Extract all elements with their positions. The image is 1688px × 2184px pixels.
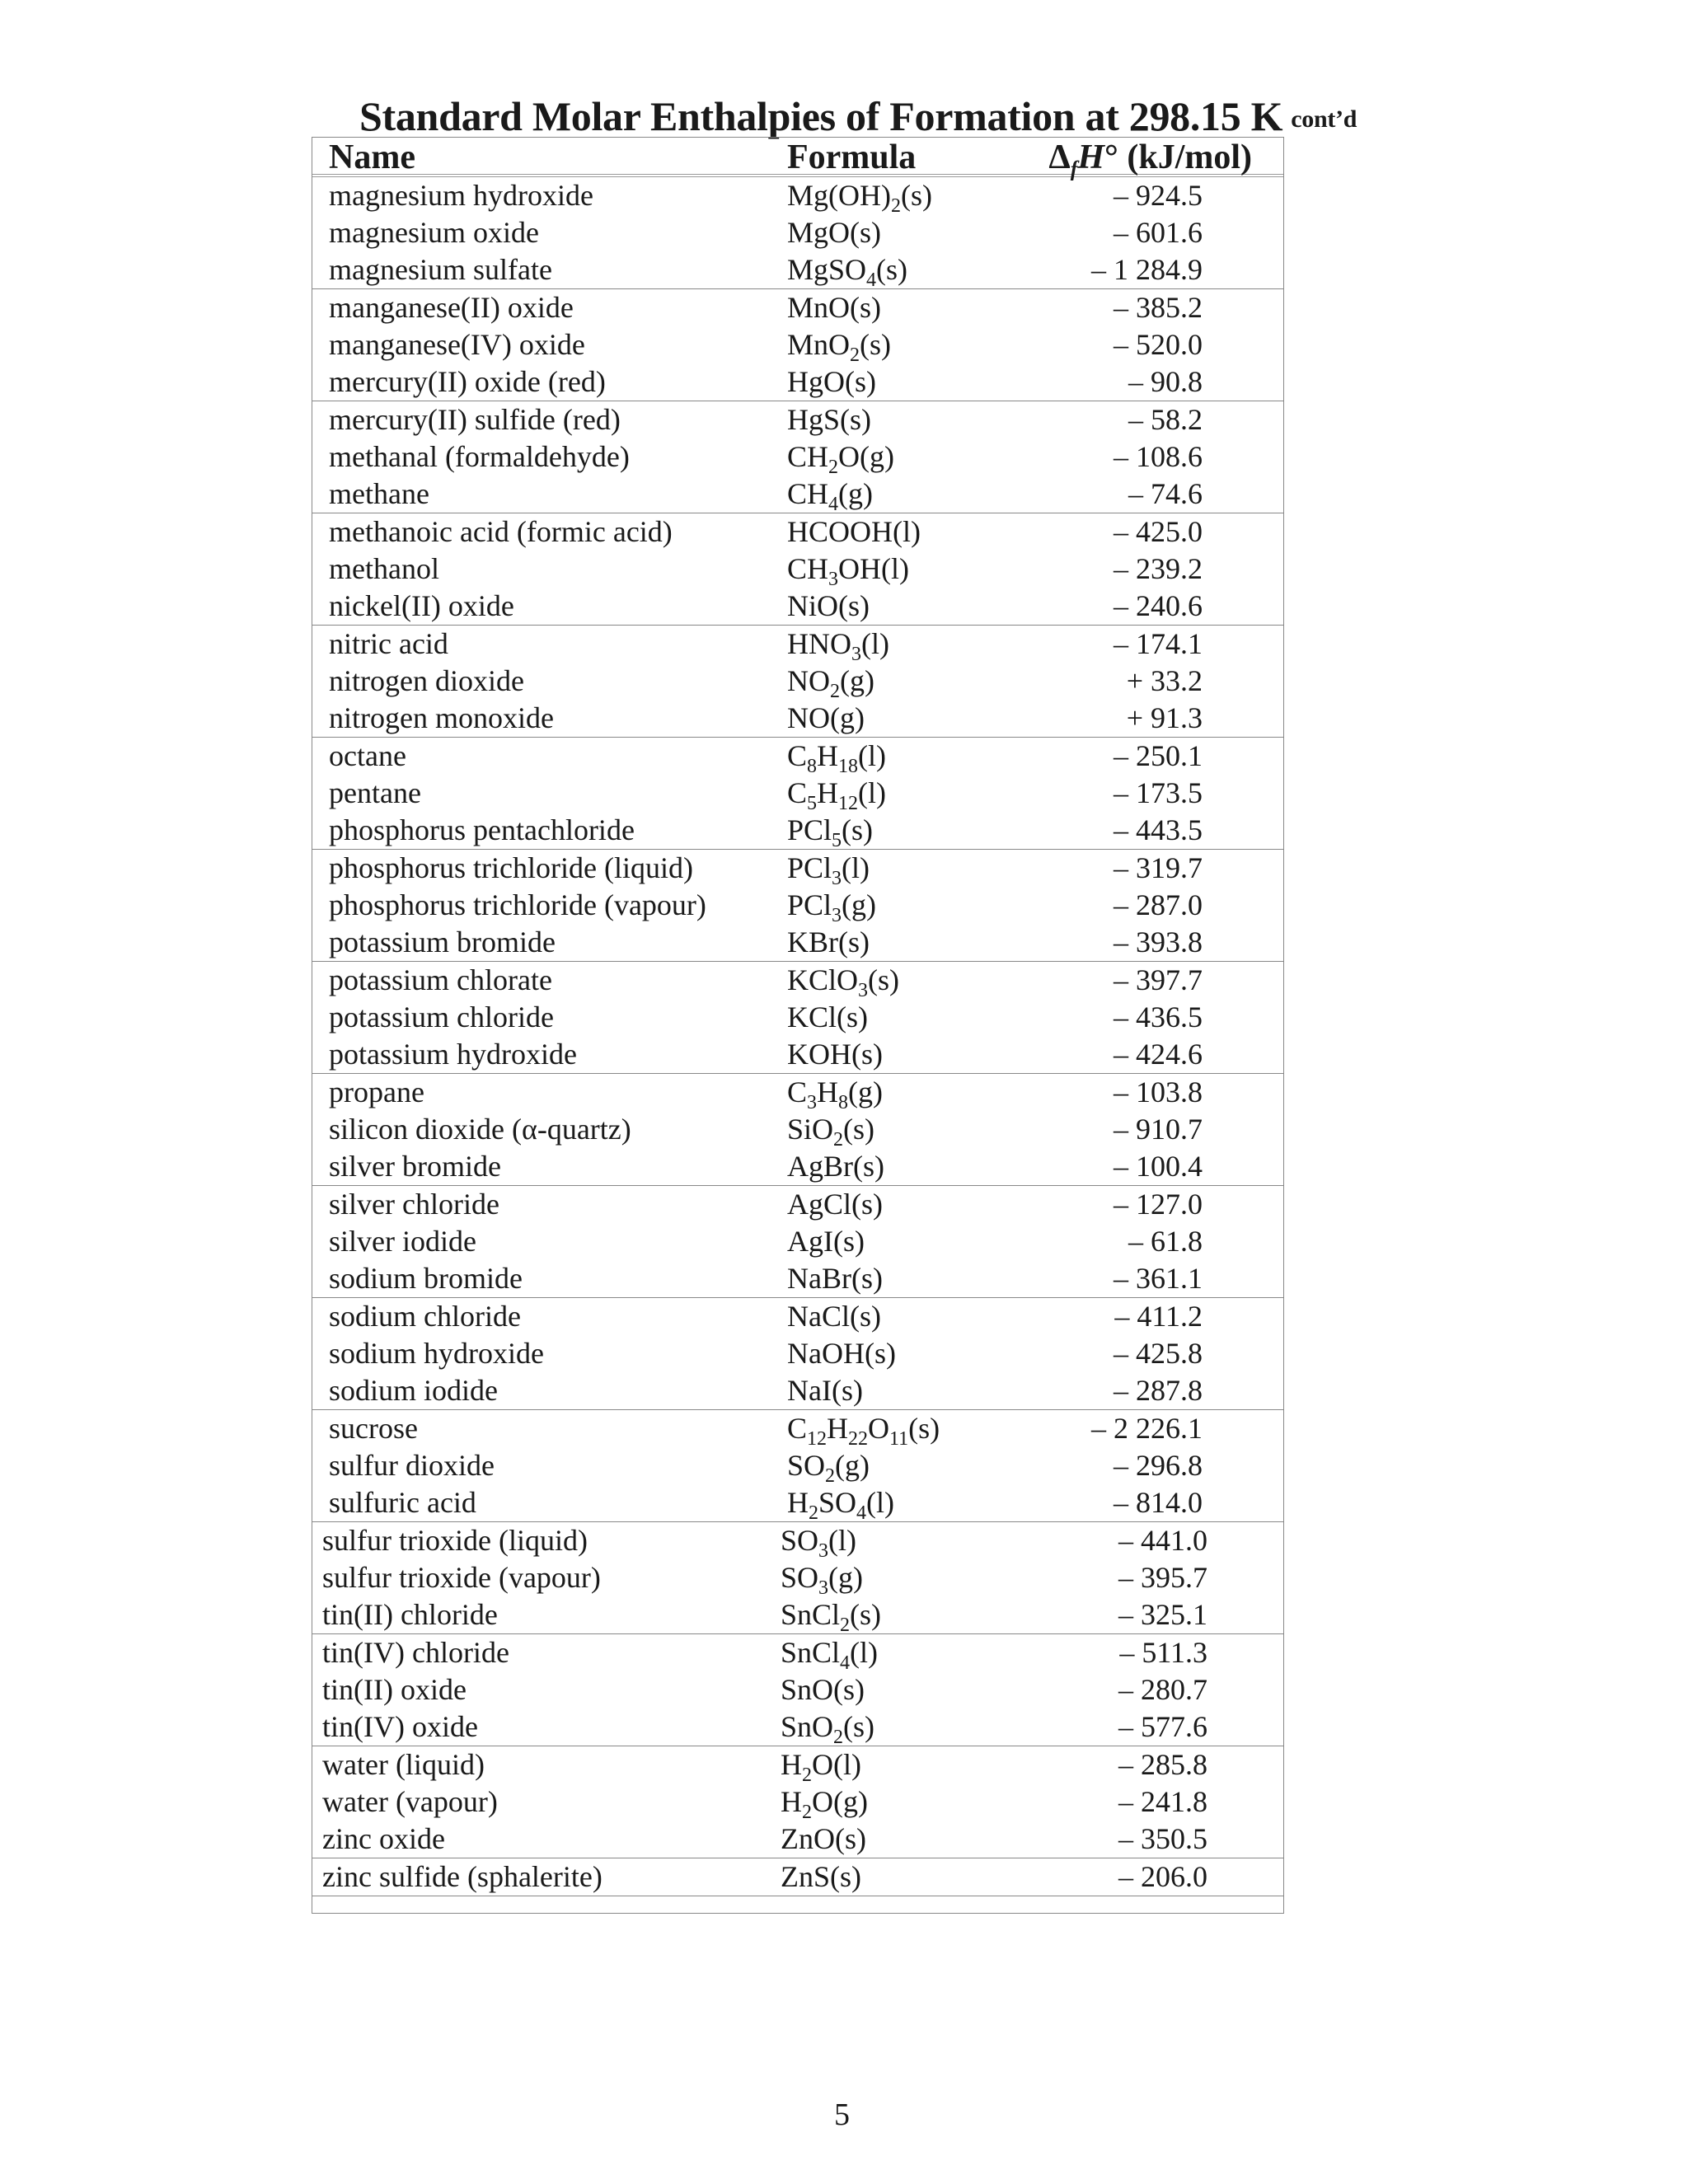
cell-name: silver bromide [329,1150,501,1183]
cell-value: – 127.0 [1114,1188,1203,1221]
row-group [312,1298,1283,1410]
cell-value: – 385.2 [1114,291,1203,324]
cell-formula: KCl(s) [787,1001,868,1033]
cell-name: magnesium hydroxide [329,179,593,212]
cell-name: potassium hydroxide [329,1038,577,1071]
table-row [312,177,1283,217]
cell-formula: MgO(s) [787,216,881,249]
cell-name: nitric acid [329,627,448,660]
cell-formula: ZnS(s) [781,1860,861,1893]
cell-formula: AgI(s) [787,1225,865,1258]
cell-name: octane [329,739,406,772]
table-row [312,251,1283,291]
cell-value: – 325.1 [1118,1598,1207,1631]
cell-name: water (vapour) [322,1785,498,1818]
row-group [312,962,1283,1074]
cell-formula: PCl$_3$(l) [787,851,870,889]
cell-value: – 395.7 [1118,1561,1207,1594]
title-text: Standard Molar Enthalpies of Formation at 298.15 K [359,93,1283,139]
cell-formula: $SO_2(g)$ [787,1449,870,1487]
cell-value: – 173.5 [1114,776,1203,809]
cell-formula: KClO$_3$(s) [787,963,900,1001]
table-row [312,812,1283,849]
enthalpy-table [312,137,1284,1914]
cell-value: – 393.8 [1114,926,1203,958]
cell-formula: $H_2O(l)$ [781,1748,861,1786]
cell-name: water (liquid) [322,1748,485,1781]
cell-value: – 397.7 [1114,963,1203,996]
row-group [312,1074,1283,1186]
page-number: 5 [834,2097,850,2132]
cell-name: propane [329,1076,424,1108]
cell-value: – 100.4 [1114,1150,1203,1183]
cell-value: – 924.5 [1114,179,1203,212]
cell-formula: $C_{12}H_{22}O_{11}(s)$ [787,1412,940,1450]
cell-formula: MgSO$_4$(s) [787,253,908,291]
cell-value: – 350.5 [1118,1822,1207,1855]
table-row [312,438,1283,476]
cell-name: phosphorus trichloride (liquid) [329,851,693,884]
cell-value: – 425.0 [1114,515,1203,548]
cell-value: – 511.3 [1119,1636,1207,1669]
cell-name: silicon dioxide (α-quartz) [329,1113,631,1146]
header-formula: Formula [787,138,917,176]
cell-value: – 61.8 [1128,1225,1203,1258]
cell-value: – 814.0 [1114,1486,1203,1519]
cell-value: – 910.7 [1114,1113,1203,1146]
cell-formula: $Mg(OH)_2(s)$ [787,179,932,217]
cell-name: sodium iodide [329,1374,498,1407]
table-row [312,1260,1283,1297]
row-group [312,738,1283,850]
table-row [312,1074,1283,1111]
cell-formula: ZnO(s) [781,1822,866,1855]
table-row [312,1783,1283,1821]
cell-formula: AgCl(s) [787,1188,883,1221]
cell-formula: $H_2O(g)$ [781,1785,868,1823]
table-row [312,551,1283,588]
cell-formula: PCl$_3$(g) [787,888,877,926]
table-row [312,1634,1283,1674]
cell-value: + 91.3 [1126,701,1203,734]
table-row [312,588,1283,625]
cell-name: tin(IV) chloride [322,1636,509,1669]
cell-name: tin(II) chloride [322,1598,498,1631]
table-row [312,924,1283,961]
cell-formula: $HNO_3(l)$ [787,627,889,665]
cell-value: – 108.6 [1114,440,1203,473]
table-row [312,1671,1283,1708]
cell-name: magnesium sulfate [329,253,552,286]
cell-value: – 285.8 [1118,1748,1207,1781]
cell-name: potassium chloride [329,1001,554,1033]
cell-value: – 601.6 [1114,216,1203,249]
cell-value: – 287.8 [1114,1374,1203,1407]
cell-value: – 319.7 [1114,851,1203,884]
cell-name: nitrogen dioxide [329,664,524,697]
cell-formula: NaOH(s) [787,1337,896,1370]
cell-name: silver iodide [329,1225,476,1258]
cell-value: – 206.0 [1118,1860,1207,1893]
table-row [312,1821,1283,1858]
cell-name: potassium chlorate [329,963,552,996]
row-group [312,177,1283,289]
cell-name: zinc oxide [322,1822,445,1855]
cell-value: – 280.7 [1118,1673,1207,1706]
cell-value: – 424.6 [1114,1038,1203,1071]
row-group [312,626,1283,738]
cell-formula: NO(g) [787,701,865,734]
cell-name: sucrose [329,1412,418,1445]
cell-formula: HgS(s) [787,403,872,436]
cell-value: – 1 284.9 [1091,253,1203,286]
table-row [312,1596,1283,1636]
cell-formula: $SO_3(g)$ [781,1561,864,1599]
title-continued-label: cont’d [1291,105,1357,133]
row-group [312,850,1283,962]
cell-value: – 520.0 [1114,328,1203,361]
cell-value: – 2 226.1 [1091,1412,1203,1445]
cell-name: methanal (formaldehyde) [329,440,630,473]
cell-formula: KOH(s) [787,1038,883,1071]
table-row [312,1559,1283,1599]
cell-formula: NiO(s) [787,589,870,622]
header-value: $\Delta_fH^\circ$ (kJ/mol) [1048,138,1252,181]
table-row [312,513,1283,551]
cell-name: nitrogen monoxide [329,701,554,734]
cell-formula: SiO$_2$(s) [787,1113,875,1151]
cell-formula: NaCl(s) [787,1300,881,1333]
cell-name: zinc sulfide (sphalerite) [322,1860,603,1893]
page-title [359,92,1357,140]
cell-name: sulfur trioxide (vapour) [322,1561,601,1594]
table-row [312,1746,1283,1786]
cell-name: tin(IV) oxide [322,1710,478,1743]
cell-value: – 239.2 [1114,552,1203,585]
table-row [312,1186,1283,1223]
table-row [312,363,1283,401]
cell-name: sodium hydroxide [329,1337,544,1370]
cell-formula: MnO(s) [787,291,881,324]
cell-value: – 287.0 [1114,888,1203,921]
table-row [312,999,1283,1036]
table-row [312,626,1283,663]
cell-value: – 250.1 [1114,739,1203,772]
cell-formula: HCOOH(l) [787,515,921,548]
cell-name: sulfuric acid [329,1486,476,1519]
table-row [312,289,1283,326]
cell-formula: $CH_3OH(l)$ [787,552,909,590]
table-row [312,1148,1283,1185]
table-row [312,326,1283,366]
cell-formula: SnCl$_2$(s) [781,1598,882,1636]
cell-name: magnesium oxide [329,216,539,249]
table-row [312,214,1283,251]
cell-formula: $C_3H_8(g)$ [787,1076,883,1113]
cell-formula: HgO(s) [787,365,876,398]
cell-formula: NaI(s) [787,1374,863,1407]
cell-name: methanoic acid (formic acid) [329,515,673,548]
table-row [312,1298,1283,1335]
table-row [312,738,1283,775]
cell-value: – 411.2 [1114,1300,1203,1333]
cell-name: sulfur dioxide [329,1449,495,1482]
table-row [312,887,1283,924]
row-group [312,401,1283,513]
row-group [312,1634,1283,1746]
table-row [312,1708,1283,1746]
cell-value: – 577.6 [1118,1710,1207,1743]
cell-formula: $NO_2(g)$ [787,664,874,702]
cell-name: potassium bromide [329,926,556,958]
cell-name: nickel(II) oxide [329,589,514,622]
cell-name: phosphorus trichloride (vapour) [329,888,706,921]
table-row [312,1410,1283,1450]
table-row [312,1036,1283,1073]
table-row [312,1372,1283,1409]
header-name: Name [329,138,415,176]
cell-name: manganese(IV) oxide [329,328,585,361]
cell-value: – 74.6 [1128,477,1203,510]
table-row [312,1484,1283,1524]
cell-value: – 58.2 [1128,403,1203,436]
cell-formula: KBr(s) [787,926,870,958]
table-body [312,177,1283,1896]
row-group [312,1858,1283,1896]
cell-name: pentane [329,776,421,809]
table-row [312,663,1283,700]
cell-formula: $H_2SO_4(l)$ [787,1486,895,1524]
cell-formula: SnCl$_4$(l) [781,1636,879,1674]
cell-name: phosphorus pentachloride [329,813,635,846]
cell-value: – 241.8 [1118,1785,1207,1818]
table-row [312,1522,1283,1562]
cell-formula: AgBr(s) [787,1150,884,1183]
cell-formula: $CH_4(g)$ [787,477,873,515]
cell-name: manganese(II) oxide [329,291,574,324]
row-group [312,1186,1283,1298]
cell-formula: $CH_2O(g)$ [787,440,894,478]
cell-formula: MnO$_2$(s) [787,328,892,366]
cell-value: – 443.5 [1114,813,1203,846]
table-row [312,850,1283,887]
cell-name: methane [329,477,429,510]
cell-formula: SnO(s) [781,1673,865,1706]
cell-name: mercury(II) oxide (red) [329,365,606,398]
row-group [312,1410,1283,1522]
cell-name: methanol [329,552,439,585]
cell-value: + 33.2 [1126,664,1203,697]
cell-name: silver chloride [329,1188,499,1221]
table-row [312,775,1283,812]
cell-value: – 296.8 [1114,1449,1203,1482]
table-row [312,476,1283,513]
cell-name: sodium bromide [329,1262,523,1295]
cell-formula: $C_8H_{18}(l)$ [787,739,886,777]
cell-formula: $C_5H_{12}(l)$ [787,776,886,814]
row-group [312,1746,1283,1858]
cell-value: – 361.1 [1114,1262,1203,1295]
cell-name: sulfur trioxide (liquid) [322,1524,588,1557]
table-row [312,1335,1283,1372]
cell-formula: $SO_3(l)$ [781,1524,857,1562]
row-group [312,289,1283,401]
cell-formula: SnO$_2$(s) [781,1710,875,1748]
cell-value: – 103.8 [1114,1076,1203,1108]
cell-name: mercury(II) sulfide (red) [329,403,621,436]
table-header [312,138,1283,181]
table-row [312,1223,1283,1260]
table-row [312,700,1283,737]
cell-value: – 240.6 [1114,589,1203,622]
cell-formula: NaBr(s) [787,1262,883,1295]
table-row [312,401,1283,438]
table-row [312,1858,1283,1896]
cell-name: tin(II) oxide [322,1673,467,1706]
cell-value: – 436.5 [1114,1001,1203,1033]
cell-formula: PCl$_5$(s) [787,813,874,851]
cell-value: – 90.8 [1128,365,1203,398]
cell-value: – 425.8 [1114,1337,1203,1370]
table-row [312,1111,1283,1151]
cell-value: – 441.0 [1118,1524,1207,1557]
row-group [312,1522,1283,1634]
row-group [312,513,1283,626]
cell-name: sodium chloride [329,1300,521,1333]
cell-value: – 174.1 [1114,627,1203,660]
table-row [312,1447,1283,1487]
table-row [312,962,1283,999]
